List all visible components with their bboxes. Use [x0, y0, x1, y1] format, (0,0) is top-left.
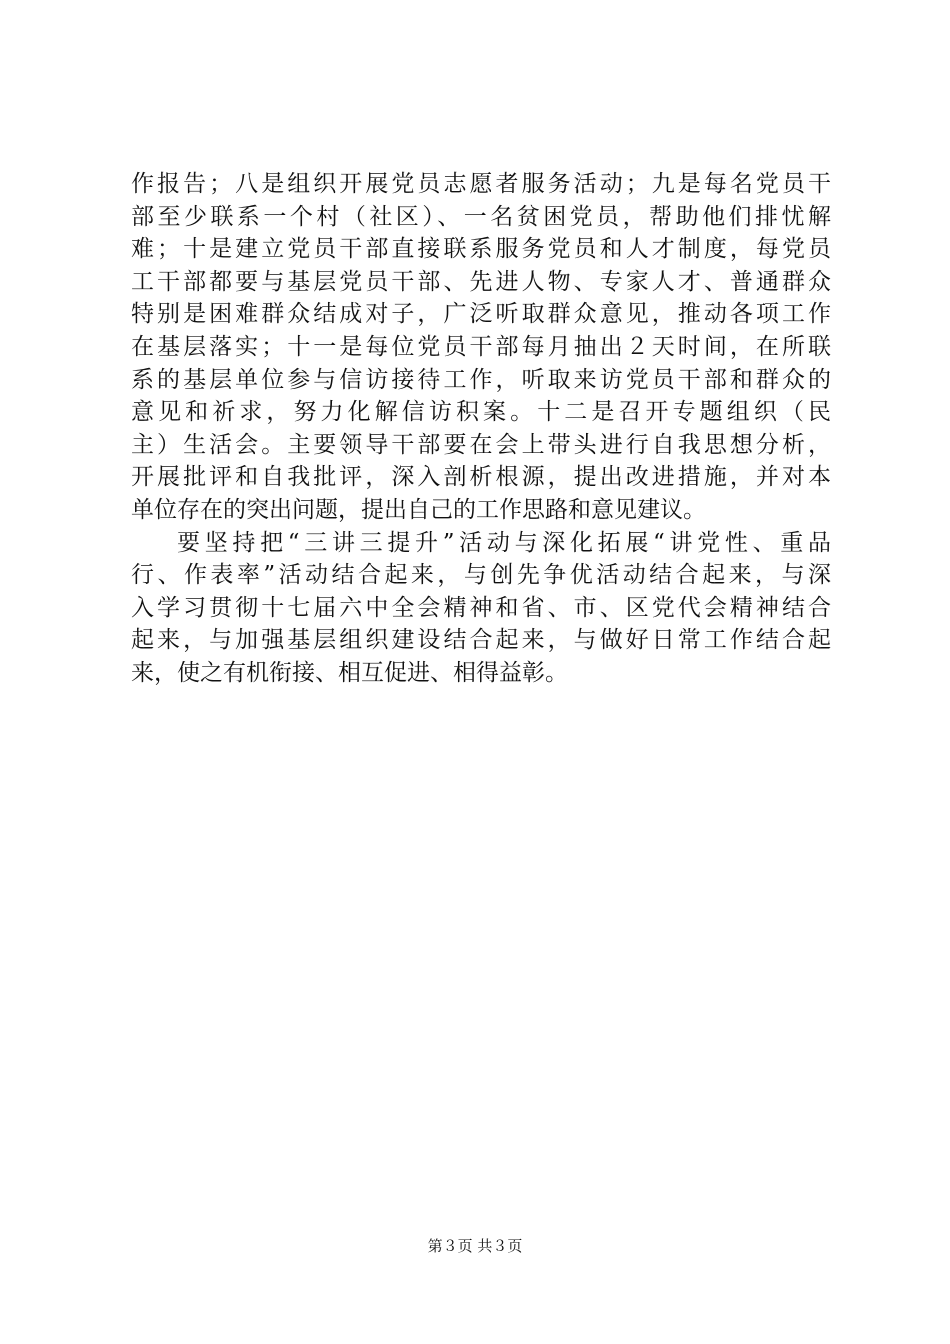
paragraph-line: 行、作表率”活动结合起来，与创先争优活动结合起来，与深 — [131, 562, 831, 589]
paragraph-line: 要坚持把“三讲三提升”活动与深化拓展“讲党性、重品 — [177, 529, 831, 556]
paragraph-line: 部至少联系一个村（社区）、一名贫困党员，帮助他们排忧解 — [131, 203, 831, 230]
paragraph-line: 在基层落实；十一是每位党员干部每月抽出２天时间，在所联 — [131, 333, 831, 360]
paragraph-line: 起来，与加强基层组织建设结合起来，与做好日常工作结合起 — [131, 627, 831, 654]
document-body — [131, 168, 831, 690]
page-footer — [0, 1236, 950, 1256]
paragraph-line: 特别是困难群众结成对子，广泛听取群众意见，推动各项工作 — [131, 301, 831, 328]
paragraph-line: 意见和祈求，努力化解信访积案。十二是召开专题组织（民 — [131, 399, 831, 426]
paragraph-line: 单位存在的突出问题，提出自己的工作思路和意见建议。 — [131, 496, 706, 523]
page-number-label: 第３页 共３页 — [427, 1237, 523, 1255]
paragraph-line: 主）生活会。主要领导干部要在会上带头进行自我思想分析， — [131, 431, 831, 458]
paragraph-line: 系的基层单位参与信访接待工作，听取来访党员干部和群众的 — [131, 366, 831, 393]
paragraph-line: 入学习贯彻十七届六中全会精神和省、市、区党代会精神结合 — [131, 594, 831, 621]
paragraph-line: 作报告；八是组织开展党员志愿者服务活动；九是每名党员干 — [131, 171, 831, 197]
paragraph-line: 难；十是建立党员干部直接联系服务党员和人才制度，每党员 — [131, 236, 831, 263]
paragraph-line: 来，使之有机衔接、相互促进、相得益彰。 — [131, 659, 568, 686]
paragraph-line: 开展批评和自我批评，深入剖析根源，提出改进措施，并对本 — [131, 464, 831, 491]
paragraph-line: 工干部都要与基层党员干部、先进人物、专家人才、普通群众 — [131, 268, 831, 295]
